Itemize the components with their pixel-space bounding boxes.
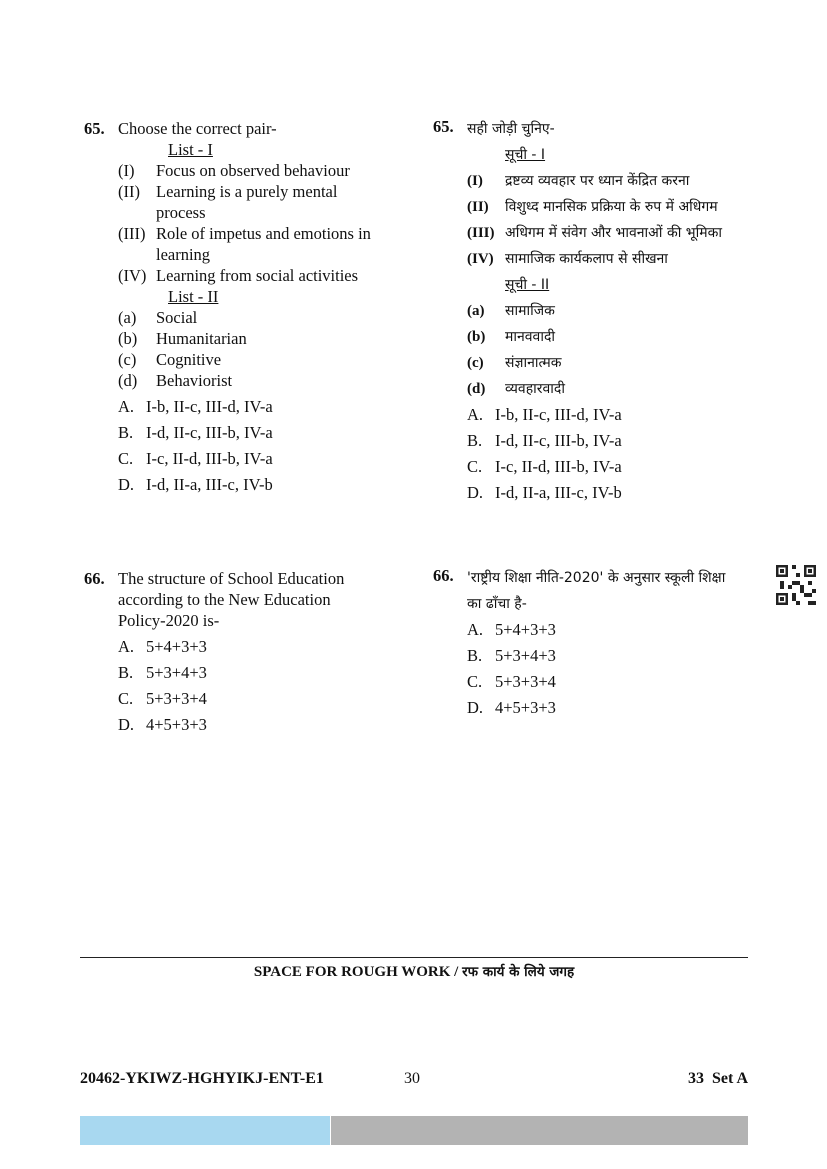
list-1-heading: सूची - I	[505, 147, 546, 163]
answer-option-d: D. I-d, II-a, III-c, IV-b	[118, 475, 273, 494]
answer-option-d: D. I-d, II-a, III-c, IV-b	[467, 483, 622, 502]
answer-option-a: A. 5+4+3+3	[118, 637, 207, 656]
qr-code	[776, 565, 816, 605]
list-2-item: (b) Humanitarian	[118, 329, 247, 348]
list-1-item: (III) Role of impetus and emotions in learning	[118, 224, 371, 264]
answer-option-a: A. I-b, II-c, III-d, IV-a	[118, 397, 273, 416]
question-stem: Choose the correct pair-	[118, 119, 277, 138]
list-1-item: (IV) सामाजिक कार्यकलाप से सीखना	[467, 251, 668, 267]
set-label: 33 Set A	[688, 1070, 748, 1087]
question-stem: सही जोड़ी चुनिए-	[467, 121, 555, 137]
list-1-heading: List - I	[168, 140, 213, 159]
question-number: 66.	[433, 566, 454, 585]
question-stem: The structure of School Education according to the New Education Policy-2020 is-	[118, 569, 345, 630]
question-number: 65.	[433, 117, 454, 136]
list-2-item: (d) Behaviorist	[118, 371, 233, 390]
footer-bar-gray	[331, 1116, 748, 1145]
answer-option-c: C. I-c, II-d, III-b, IV-a	[467, 457, 622, 476]
list-2-item: (a) Social	[118, 308, 198, 327]
answer-option-c: C. 5+3+3+4	[467, 672, 556, 691]
list-1-item: (I) Focus on observed behaviour	[118, 161, 350, 180]
list-2-heading: List - II	[168, 287, 219, 306]
rough-work-divider	[80, 957, 748, 958]
answer-option-b: B. 5+3+4+3	[118, 663, 207, 682]
answer-option-d: D. 4+5+3+3	[118, 715, 207, 734]
answer-option-b: B. I-d, II-c, III-b, IV-a	[118, 423, 273, 442]
footer-bar-blue	[80, 1116, 330, 1145]
answer-option-b: B. I-d, II-c, III-b, IV-a	[467, 431, 622, 450]
answer-option-b: B. 5+3+4+3	[467, 646, 556, 665]
answer-option-a: A. 5+4+3+3	[467, 620, 556, 639]
list-2-item: (d) व्यवहारवादी	[467, 381, 565, 397]
list-2-item: (c) संज्ञानात्मक	[467, 355, 562, 371]
list-2-item: (a) सामाजिक	[467, 303, 555, 319]
list-1-item: (IV) Learning from social activities	[118, 266, 359, 285]
list-1-item: (I) द्रष्टव्य व्यवहार पर ध्यान केंद्रित करना	[467, 173, 690, 189]
question-number: 66.	[84, 569, 105, 588]
question-number: 65.	[84, 119, 105, 138]
answer-option-c: C. 5+3+3+4	[118, 689, 207, 708]
list-1-item: (II) Learning is a purely mental process	[118, 182, 338, 222]
booklet-code: 20462-YKIWZ-HGHYIKJ-ENT-E1	[80, 1070, 324, 1087]
answer-option-c: C. I-c, II-d, III-b, IV-a	[118, 449, 273, 468]
list-2-item: (c) Cognitive	[118, 350, 222, 369]
rough-work-heading: SPACE FOR ROUGH WORK / रफ कार्य के लिये जगह	[253, 964, 575, 980]
list-2-item: (b) मानववादी	[467, 329, 556, 345]
answer-option-d: D. 4+5+3+3	[467, 698, 556, 717]
list-1-item: (III) अधिगम में संवेग और भावनाओं की भूमिका	[467, 225, 722, 241]
list-1-item: (II) विशुध्द मानसिक प्रक्रिया के रुप में अधिगम	[467, 199, 718, 215]
question-stem: 'राष्ट्रीय शिक्षा नीति-2020' के अनुसार स्कूली शिक्षा का ढाँचा है-	[467, 570, 726, 612]
page-number: 30	[404, 1070, 420, 1087]
answer-option-a: A. I-b, II-c, III-d, IV-a	[467, 405, 622, 424]
list-2-heading: सूची - II	[505, 277, 550, 293]
